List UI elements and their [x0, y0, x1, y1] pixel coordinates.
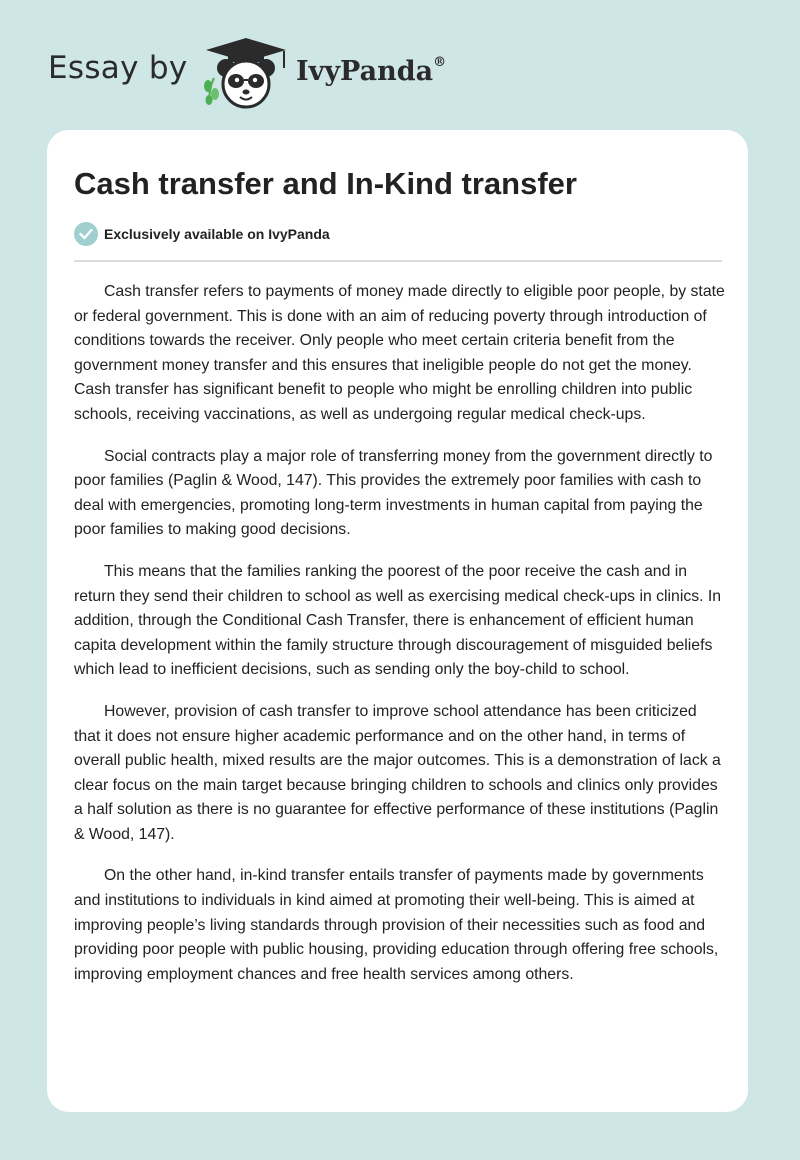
- brand-name[interactable]: IvyPanda®: [296, 55, 447, 87]
- paragraph: Cash transfer refers to payments of money made directly to eligible poor people, by state or federal government. This is done with an aim of reducing poverty through introduction of conditions towards the receiver. Only people who meet certain criteria benefit from the government money transfer and this ensures that ineligible people do not get the money. Cash transfer has significant benefit to people who might be enrolling children into public schools, receiving vaccinations, as well as undergoing regular medical check-ups.: [74, 283, 725, 423]
- exclusive-badge-text: Exclusively available on IvyPanda: [104, 226, 330, 242]
- divider: [74, 260, 722, 262]
- page-title: Cash transfer and In-Kind transfer: [74, 166, 577, 201]
- essay-by-label: Essay by: [48, 50, 188, 86]
- exclusive-badge: [74, 221, 330, 247]
- paragraph: This means that the families ranking the poorest of the poor receive the cash and in return they send their children to school as well as exercising medical check-ups in clinics. In addition, through the Conditional Cash Transfer, there is enhancement of efficient human capita development within the family structure through discouragement of misguided beliefs which lead to inefficient decisions, such as sending only the boy-child to school.: [74, 562, 722, 679]
- registered-mark: ®: [433, 55, 447, 70]
- essay-card: [47, 130, 748, 1112]
- paragraph: Social contracts play a major role of transferring money from the government directly to poor families (Paglin & Wood, 147). This provides the extremely poor families with cash to deal with emergencies, promoting long-term investments in human capital from paying the poor families to making good decisions.: [74, 447, 713, 539]
- essay-body: [74, 280, 726, 1004]
- check-circle-icon: [74, 222, 98, 246]
- paragraph: However, provision of cash transfer to improve school attendance has been criticized that it does not ensure higher academic performance and on the other hand, in terms of overall public health, mixed results are the major outcomes. This is a demonstration of lack a clear focus on the main target because bringing children to schools and clinics only provides a half solution as there is no guarantee for effective performance of these institutions (Paglin & Wood, 147).: [74, 702, 721, 843]
- site-header: [0, 0, 800, 130]
- paragraph: On the other hand, in-kind transfer entails transfer of payments made by governments and institutions to individuals in kind aimed at promoting their well-being. This is aimed at improving people’s living standards through provision of their necessities such as food and providing poor people with public housing, providing education through offering free schools, improving employment chances and free health services among others.: [74, 867, 719, 983]
- panda-graduate-icon[interactable]: [200, 34, 292, 110]
